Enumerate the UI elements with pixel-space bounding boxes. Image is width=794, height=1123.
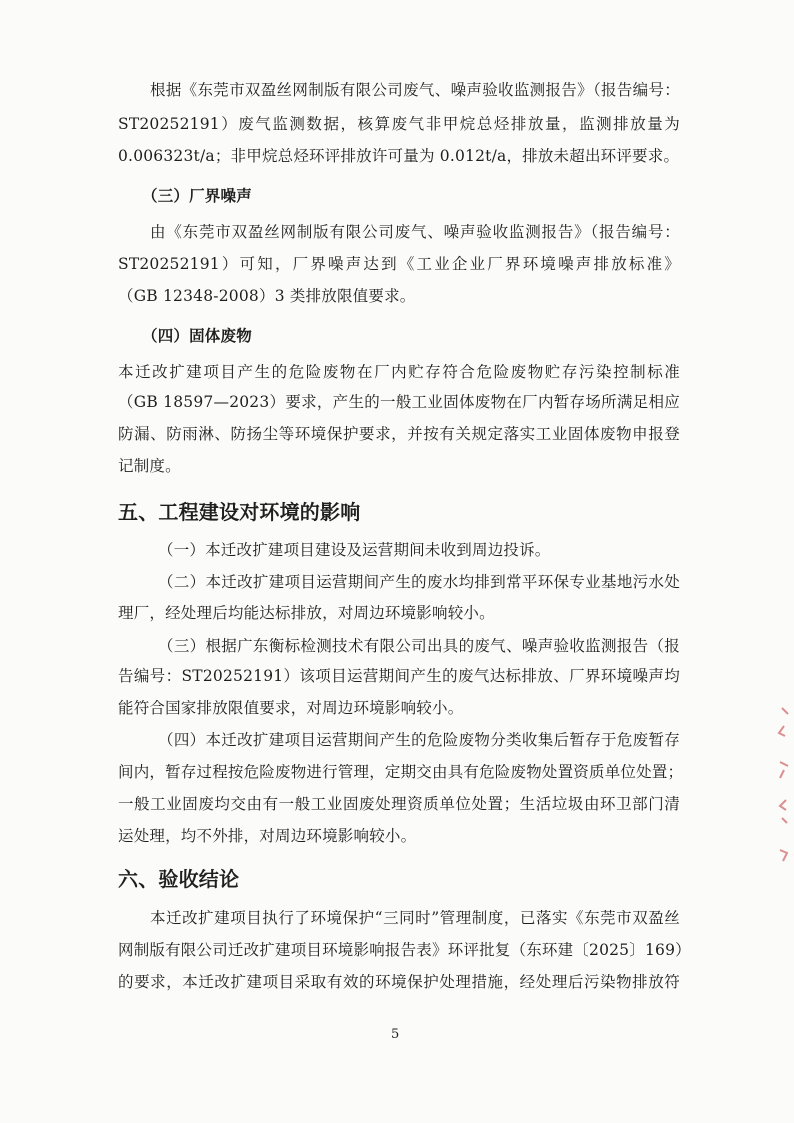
paragraph-line: 本迁改扩建项目执行了环境保护“三同时”管理制度，已落实《东莞市双盈丝 bbox=[150, 909, 680, 927]
paragraph-line: 的要求，本迁改扩建项目采取有效的环境保护处理措施，经处理后污染物排放符 bbox=[118, 973, 680, 991]
paragraph-line: ST20252191）可知，厂界噪声达到《工业企业厂界环境噪声排放标准》 bbox=[118, 255, 680, 273]
paragraph-line: 本迁改扩建项目产生的危险废物在厂内贮存符合危险废物贮存污染控制标准 bbox=[118, 363, 680, 381]
paragraph-line: 根据《东莞市双盈丝网制版有限公司废气、噪声验收监测报告》（报告编号： bbox=[150, 81, 680, 99]
paragraph-line: （GB 12348-2008）3 类排放限值要求。 bbox=[118, 287, 416, 305]
section-heading-conclusion: 六、验收结论 bbox=[118, 867, 240, 891]
paragraph-line: 一般工业固废均交由有一般工业固废处理资质单位处置；生活垃圾由环卫部门清 bbox=[118, 795, 680, 813]
paragraph-line: 运处理，均不外排，对周边环境影响较小。 bbox=[118, 827, 417, 845]
page-number: 5 bbox=[391, 1027, 400, 1042]
paragraph-line: 网制版有限公司迁改扩建项目环境影响报告表》环评批复（东环建〔2025〕169） bbox=[118, 941, 691, 959]
paragraph-line: ST20252191）废气监测数据，核算废气非甲烷总烃排放量，监测排放量为 bbox=[118, 115, 680, 133]
paragraph-line: 防漏、防雨淋、防扬尘等环境保护要求，并按有关规定落实工业固体废物申报登 bbox=[118, 425, 680, 443]
paragraph-line: （GB 18597—2023）要求，产生的一般工业固体废物在厂内暂存场所满足相应 bbox=[118, 393, 680, 411]
paragraph-line: 理厂，经处理后均能达标排放，对周边环境影响较小。 bbox=[118, 604, 495, 622]
paragraph-line: 能符合国家排放限值要求，对周边环境影响较小。 bbox=[118, 699, 464, 717]
paragraph-line: （一）本迁改扩建项目建设及运营期间未收到周边投诉。 bbox=[158, 541, 551, 559]
paragraph-line: 告编号：ST20252191）该项目运营期间产生的废气达标排放、厂界环境噪声均 bbox=[118, 667, 680, 685]
paragraph-line: （三）根据广东衡标检测技术有限公司出具的废气、噪声验收监测报告（报 bbox=[158, 637, 680, 655]
subsection-heading-noise: （三）厂界噪声 bbox=[142, 186, 252, 205]
paragraph-line: 由《东莞市双盈丝网制版有限公司废气、噪声验收监测报告》（报告编号： bbox=[150, 223, 680, 241]
section-heading-impact: 五、工程建设对环境的影响 bbox=[118, 500, 361, 524]
subsection-heading-solid-waste: （四）固体废物 bbox=[142, 326, 252, 345]
seal-stamp-fragment bbox=[770, 700, 794, 870]
paragraph-line: 0.006323t/a；非甲烷总烃环评排放许可量为 0.012t/a，排放未超出环评要求。 bbox=[118, 147, 680, 165]
paragraph-line: 间内，暂存过程按危险废物进行管理，定期交由具有危险废物处置资质单位处置； bbox=[118, 763, 684, 781]
paragraph-line: （二）本迁改扩建项目运营期间产生的废水均排到常平环保专业基地污水处 bbox=[158, 573, 680, 591]
paragraph-line: 记制度。 bbox=[118, 457, 181, 475]
paragraph-line: （四）本迁改扩建项目运营期间产生的危险废物分类收集后暂存于危废暂存 bbox=[158, 731, 680, 749]
